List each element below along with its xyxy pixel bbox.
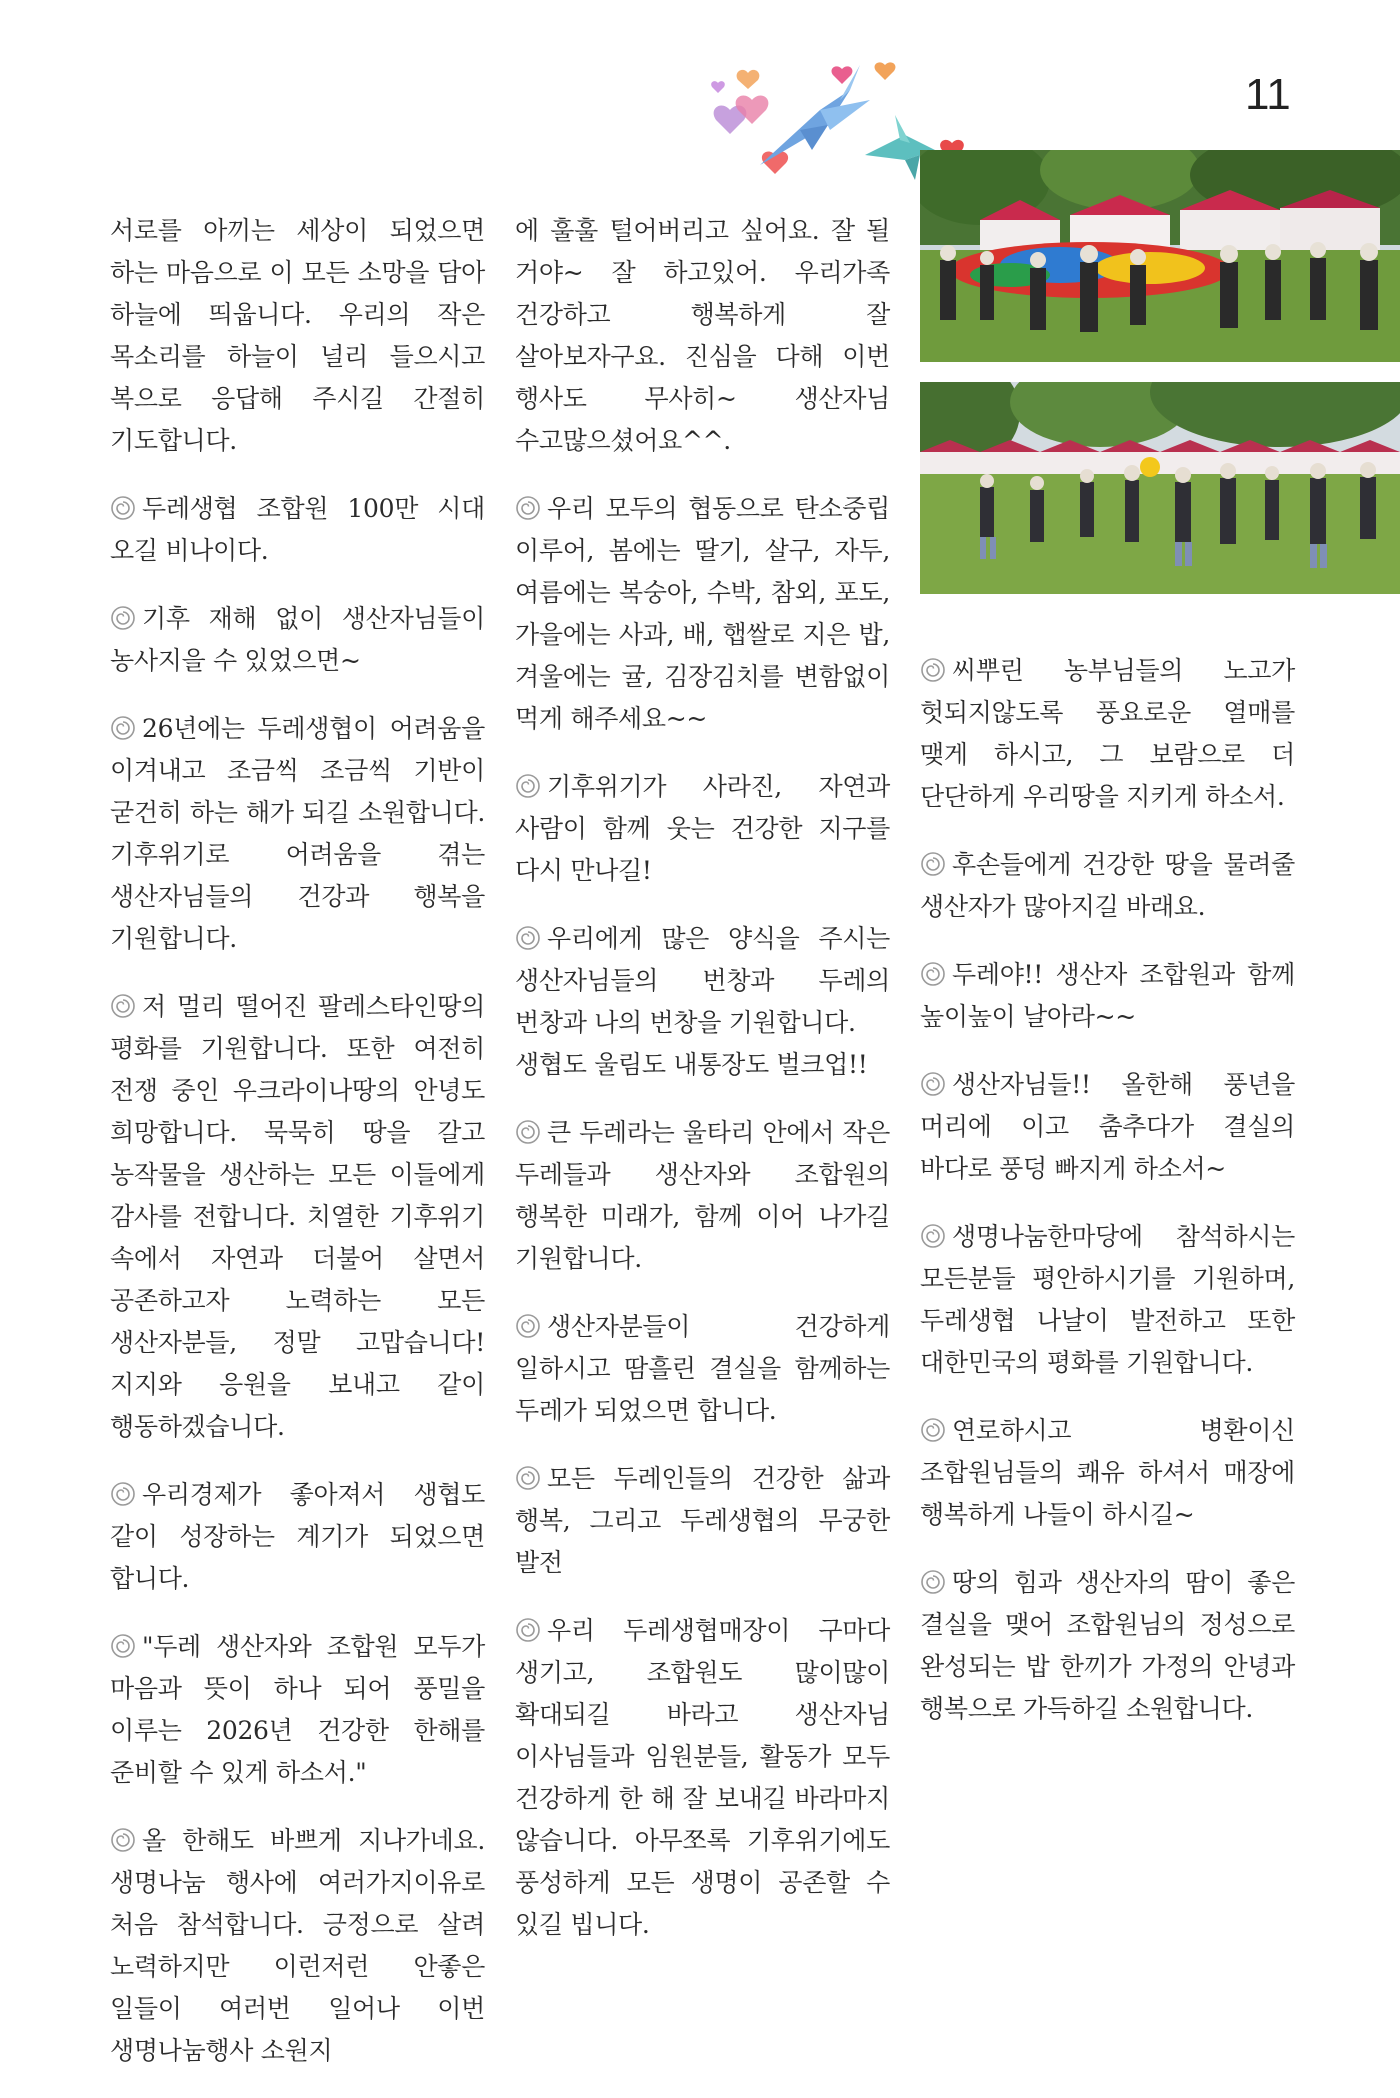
wish-text: 저 멀리 떨어진 팔레스타인땅의 평화를 기원합니다. 또한 여전히 전쟁 중인 우크라이나땅의 안녕도 희망합니다. 묵묵히 땅을 갈고 농작물을 생산하는 모든 이들에게 감사를 전합니다. 치열한 기후위기 속에서 자연과 더불어 살면서 공존하고자 노력하는 모든 생산자분들, 정말 고맙습니다! 지지와 응원을 보내고 같이 행동하겠습니다. (110, 992, 485, 1441)
wish-paragraph (515, 1306, 890, 1432)
wish-text-extra: 생협도 울림도 내통장도 벌크업!! (515, 1050, 868, 1079)
wish-text: 두레생협 조합원 100만 시대 오길 비나이다. (110, 494, 485, 565)
photo-parachute-game (920, 150, 1400, 362)
wish-text: 씨뿌린 농부님들의 노고가 헛되지않도록 풍요로운 열매를 맺게 하시고, 그 보람으로 더 단단하게 우리땅을 지키게 하소서. (920, 656, 1295, 811)
heart-icon (875, 62, 896, 80)
text-column-1 (110, 210, 485, 2098)
spiral-bullet-icon (110, 605, 136, 631)
wish-text: "두레 생산자와 조합원 모두가 마음과 뜻이 하나 되어 풍밀을 이루는 2026년 건강한 한해를 준비할 수 있게 하소서." (110, 1632, 485, 1787)
paper-crane-icon (760, 65, 870, 165)
wish-paragraph (515, 766, 890, 892)
wish-text: 땅의 힘과 생산자의 땀이 좋은 결실을 맺어 조합원님의 정성으로 완성되는 밥 한끼가 가정의 안녕과 행복으로 가득하길 소원합니다. (920, 1568, 1295, 1723)
wish-text: 모든 두레인들의 건강한 삶과 행복, 그리고 두레생협의 무궁한 발전 (515, 1464, 890, 1577)
wish-paragraph (920, 1410, 1295, 1536)
wish-text: 생산자님들!! 올한해 풍년을 머리에 이고 춤추다가 결실의 바다로 풍덩 빠지게 하소서~ (920, 1070, 1295, 1183)
wish-paragraph (110, 1474, 485, 1600)
wish-paragraph (110, 488, 485, 572)
text-column-3 (920, 650, 1295, 1756)
wish-paragraph (110, 1820, 485, 2072)
wish-text: 우리 두레생협매장이 구마다 생기고, 조합원도 많이많이 확대되길 바라고 생산자님 이사님들과 임원분들, 활동가 모두 건강하게 한 해 잘 보내길 바라마지 않습니다. 아무쪼록 기후위기에도 풍성하게 모든 생명이 공존할 수 있길 빕니다. (515, 1616, 890, 1939)
wish-paragraph (110, 1626, 485, 1794)
spiral-bullet-icon (515, 1119, 541, 1145)
spiral-bullet-icon (110, 1481, 136, 1507)
spiral-bullet-icon (515, 925, 541, 951)
wish-paragraph (110, 598, 485, 682)
spiral-bullet-icon (515, 1465, 541, 1491)
wish-text: 우리 모두의 협동으로 탄소중립 이루어, 봄에는 딸기, 살구, 자두, 여름에는 복숭아, 수박, 참외, 포도, 가을에는 사과, 배, 햅쌀로 지은 밥, 겨울에는 귤, 김장김치를 변함없이 먹게 해주세요~~ (515, 494, 890, 733)
spiral-bullet-icon (920, 851, 946, 877)
spiral-bullet-icon (920, 961, 946, 987)
wish-text: 26년에는 두레생협이 어려움을 이겨내고 조금씩 조금씩 기반이 굳건히 하는 해가 되길 소원합니다. 기후위기로 어려움을 겪는 생산자님들의 건강과 행복을 기원합니다. (110, 714, 485, 953)
spiral-bullet-icon (110, 1633, 136, 1659)
wish-paragraph (920, 650, 1295, 818)
wish-paragraph (515, 1458, 890, 1584)
spiral-bullet-icon (515, 495, 541, 521)
wish-paragraph (515, 1610, 890, 1946)
wish-text: 에 훌훌 털어버리고 싶어요. 잘 될 거야~ 잘 하고있어. 우리가족 건강하고 행복하게 잘 살아보자구요. 진심을 다해 이번 행사도 무사히~ 생산자님 수고많으셨어요^^. (515, 216, 890, 455)
wish-paragraph (920, 1562, 1295, 1730)
spiral-bullet-icon (920, 657, 946, 683)
text-column-2 (515, 210, 890, 1972)
wish-text: 생명나눔한마당에 참석하시는 모든분들 평안하시기를 기원하며, 두레생협 나날이 발전하고 또한 대한민국의 평화를 기원합니다. (920, 1222, 1295, 1377)
spiral-bullet-icon (920, 1223, 946, 1249)
spiral-bullet-icon (920, 1569, 946, 1595)
spiral-bullet-icon (515, 773, 541, 799)
wish-text: 생산자분들이 건강하게 일하시고 땀흘린 결실을 함께하는 두레가 되었으면 합니다. (515, 1312, 890, 1425)
wish-text: 기후 재해 없이 생산자님들이 농사지을 수 있었으면~ (110, 604, 485, 675)
spiral-bullet-icon (110, 495, 136, 521)
wish-paragraph (515, 918, 890, 1086)
photo-circle-dance (920, 382, 1400, 594)
wish-paragraph (515, 488, 890, 740)
wish-text: 두레야!! 생산자 조합원과 함께 높이높이 날아라~~ (920, 960, 1295, 1031)
spiral-bullet-icon (920, 1071, 946, 1097)
spiral-bullet-icon (110, 993, 136, 1019)
heart-icon (832, 66, 853, 84)
wish-text: 우리에게 많은 양식을 주시는 생산자님들의 번창과 두레의 번창과 나의 번창을 기원합니다. (515, 924, 890, 1037)
spiral-bullet-icon (110, 715, 136, 741)
spiral-bullet-icon (110, 1827, 136, 1853)
wish-paragraph (920, 1216, 1295, 1384)
spiral-bullet-icon (920, 1417, 946, 1443)
wish-text: 큰 두레라는 울타리 안에서 작은 두레들과 생산자와 조합원의 행복한 미래가, 함께 이어 나가길 기원합니다. (515, 1118, 890, 1273)
wish-paragraph (110, 210, 485, 462)
wish-paragraph (110, 986, 485, 1448)
wish-paragraph (515, 210, 890, 462)
wish-paragraph (920, 1064, 1295, 1190)
wish-text: 후손들에게 건강한 땅을 물려줄 생산자가 많아지길 바래요. (920, 850, 1295, 921)
wish-paragraph (110, 708, 485, 960)
heart-icon (711, 81, 725, 93)
wish-text: 우리경제가 좋아져서 생협도 같이 성장하는 계기가 되었으면 합니다. (110, 1480, 485, 1593)
wish-text: 올 한해도 바쁘게 지나가네요. 생명나눔 행사에 여러가지이유로 처음 참석합니다. 긍정으로 살려 노력하지만 이런저런 안좋은 일들이 여러번 일어나 이번 생명나눔행사 소원지 (110, 1826, 485, 2065)
page-number: 11 (1245, 70, 1291, 119)
wish-paragraph (515, 1112, 890, 1280)
wish-paragraph (920, 954, 1295, 1038)
wish-text: 기후위기가 사라진, 자연과 사람이 함께 웃는 건강한 지구를 다시 만나길! (515, 772, 890, 885)
wish-paragraph (920, 844, 1295, 928)
spiral-bullet-icon (515, 1617, 541, 1643)
wish-text: 연로하시고 병환이신 조합원님들의 쾌유 하셔서 매장에 행복하게 나들이 하시길~ (920, 1416, 1295, 1529)
heart-icon (737, 70, 760, 89)
wish-text: 서로를 아끼는 세상이 되었으면 하는 마음으로 이 모든 소망을 담아 하늘에 띄웁니다. 우리의 작은 목소리를 하늘이 널리 들으시고 복으로 응답해 주시길 간절히 기도합니다. (110, 216, 485, 455)
spiral-bullet-icon (515, 1313, 541, 1339)
